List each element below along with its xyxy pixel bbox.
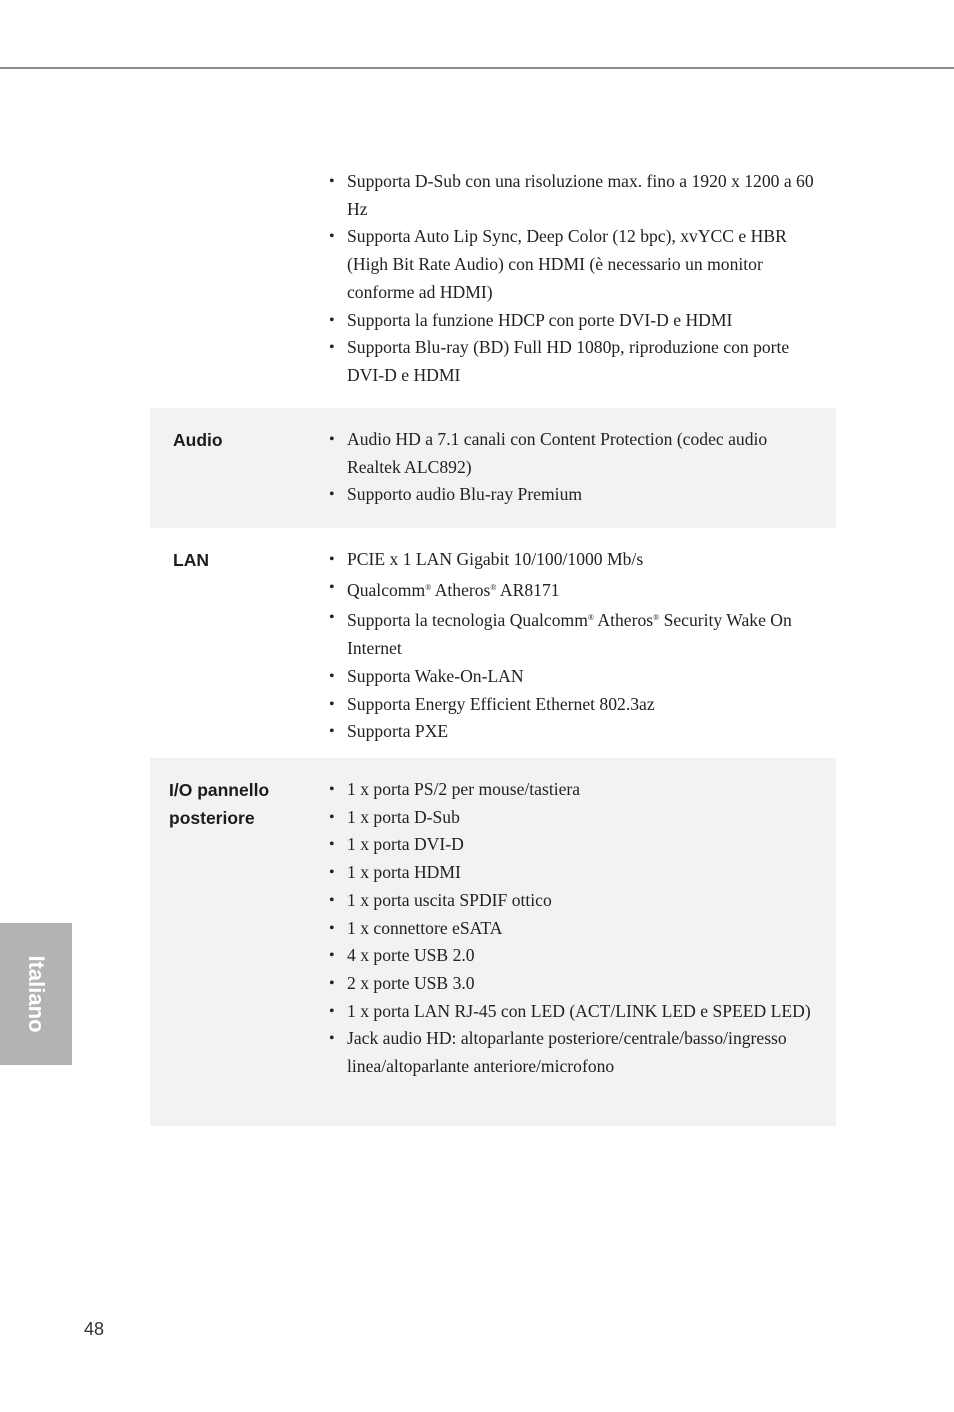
list-item: • 4 x porte USB 2.0	[329, 945, 475, 966]
lan-feature-list	[329, 546, 819, 746]
header-rule	[0, 67, 954, 69]
list-item: • Supporta D-Sub con una risoluzione max. fino a 1920 x 1200 a 60 Hz	[329, 171, 814, 219]
list-item: • 1 x porta DVI-D	[329, 834, 464, 855]
section-lan	[150, 528, 836, 758]
rear-io-label-line1: I/O pannello	[169, 780, 270, 800]
display-feature-list	[329, 168, 819, 390]
audio-label: Audio	[173, 430, 223, 450]
rear-io-list	[329, 776, 819, 1081]
list-item: • Supporta Energy Efficient Ethernet 802.3az	[329, 693, 655, 714]
language-tab-label: Italiano	[24, 955, 49, 1033]
rear-io-label-line2: posteriore	[169, 808, 255, 828]
list-item: • Supporta PXE	[329, 721, 449, 742]
list-item: • PCIE x 1 LAN Gigabit 10/100/1000 Mb/s	[329, 549, 644, 569]
list-item: • 1 x porta LAN RJ-45 con LED (ACT/LINK LED e SPEED LED)	[329, 1000, 811, 1021]
page-number: 48	[84, 1319, 105, 1339]
section-audio	[150, 408, 836, 528]
list-item: • Supporta Wake-On-LAN	[329, 665, 524, 686]
lan-label: LAN	[173, 550, 209, 570]
list-item: • 2 x porte USB 3.0	[329, 972, 475, 993]
audio-feature-list	[329, 426, 819, 509]
list-item: • 1 x connettore eSATA	[329, 917, 503, 938]
section-rear-io	[150, 758, 836, 1126]
language-tab	[0, 923, 72, 1065]
list-item: • 1 x porta PS/2 per mouse/tastiera	[329, 779, 581, 799]
list-item: • Jack audio HD: altoparlante posteriore/centrale/basso/ingresso linea/altoparlante anteriore/microfono	[329, 1028, 787, 1077]
list-item: • Qualcomm® Atheros® AR8171	[329, 578, 560, 600]
rear-io-label	[169, 776, 269, 832]
list-item: • Supporto audio Blu-ray Premium	[329, 484, 583, 505]
list-item: • Supporta Auto Lip Sync, Deep Color (12 bpc), xvYCC e HBR (High Bit Rate Audio) con HDMI (è necessario un monitor conforme ad HDMI)	[329, 226, 787, 302]
list-item: • Supporta la funzione HDCP con porte DVI-D e HDMI	[329, 309, 733, 330]
list-item: • Supporta la tecnologia Qualcomm® Atheros® Security Wake On Internet	[329, 609, 792, 659]
section-display-continued	[150, 160, 836, 400]
list-item: • 1 x porta D-Sub	[329, 806, 460, 827]
list-item: • Audio HD a 7.1 canali con Content Protection (codec audio Realtek ALC892)	[329, 429, 768, 477]
list-item: • Supporta Blu-ray (BD) Full HD 1080p, riproduzione con porte DVI-D e HDMI	[329, 337, 790, 385]
list-item: • 1 x porta uscita SPDIF ottico	[329, 889, 552, 910]
list-item: • 1 x porta HDMI	[329, 862, 461, 883]
